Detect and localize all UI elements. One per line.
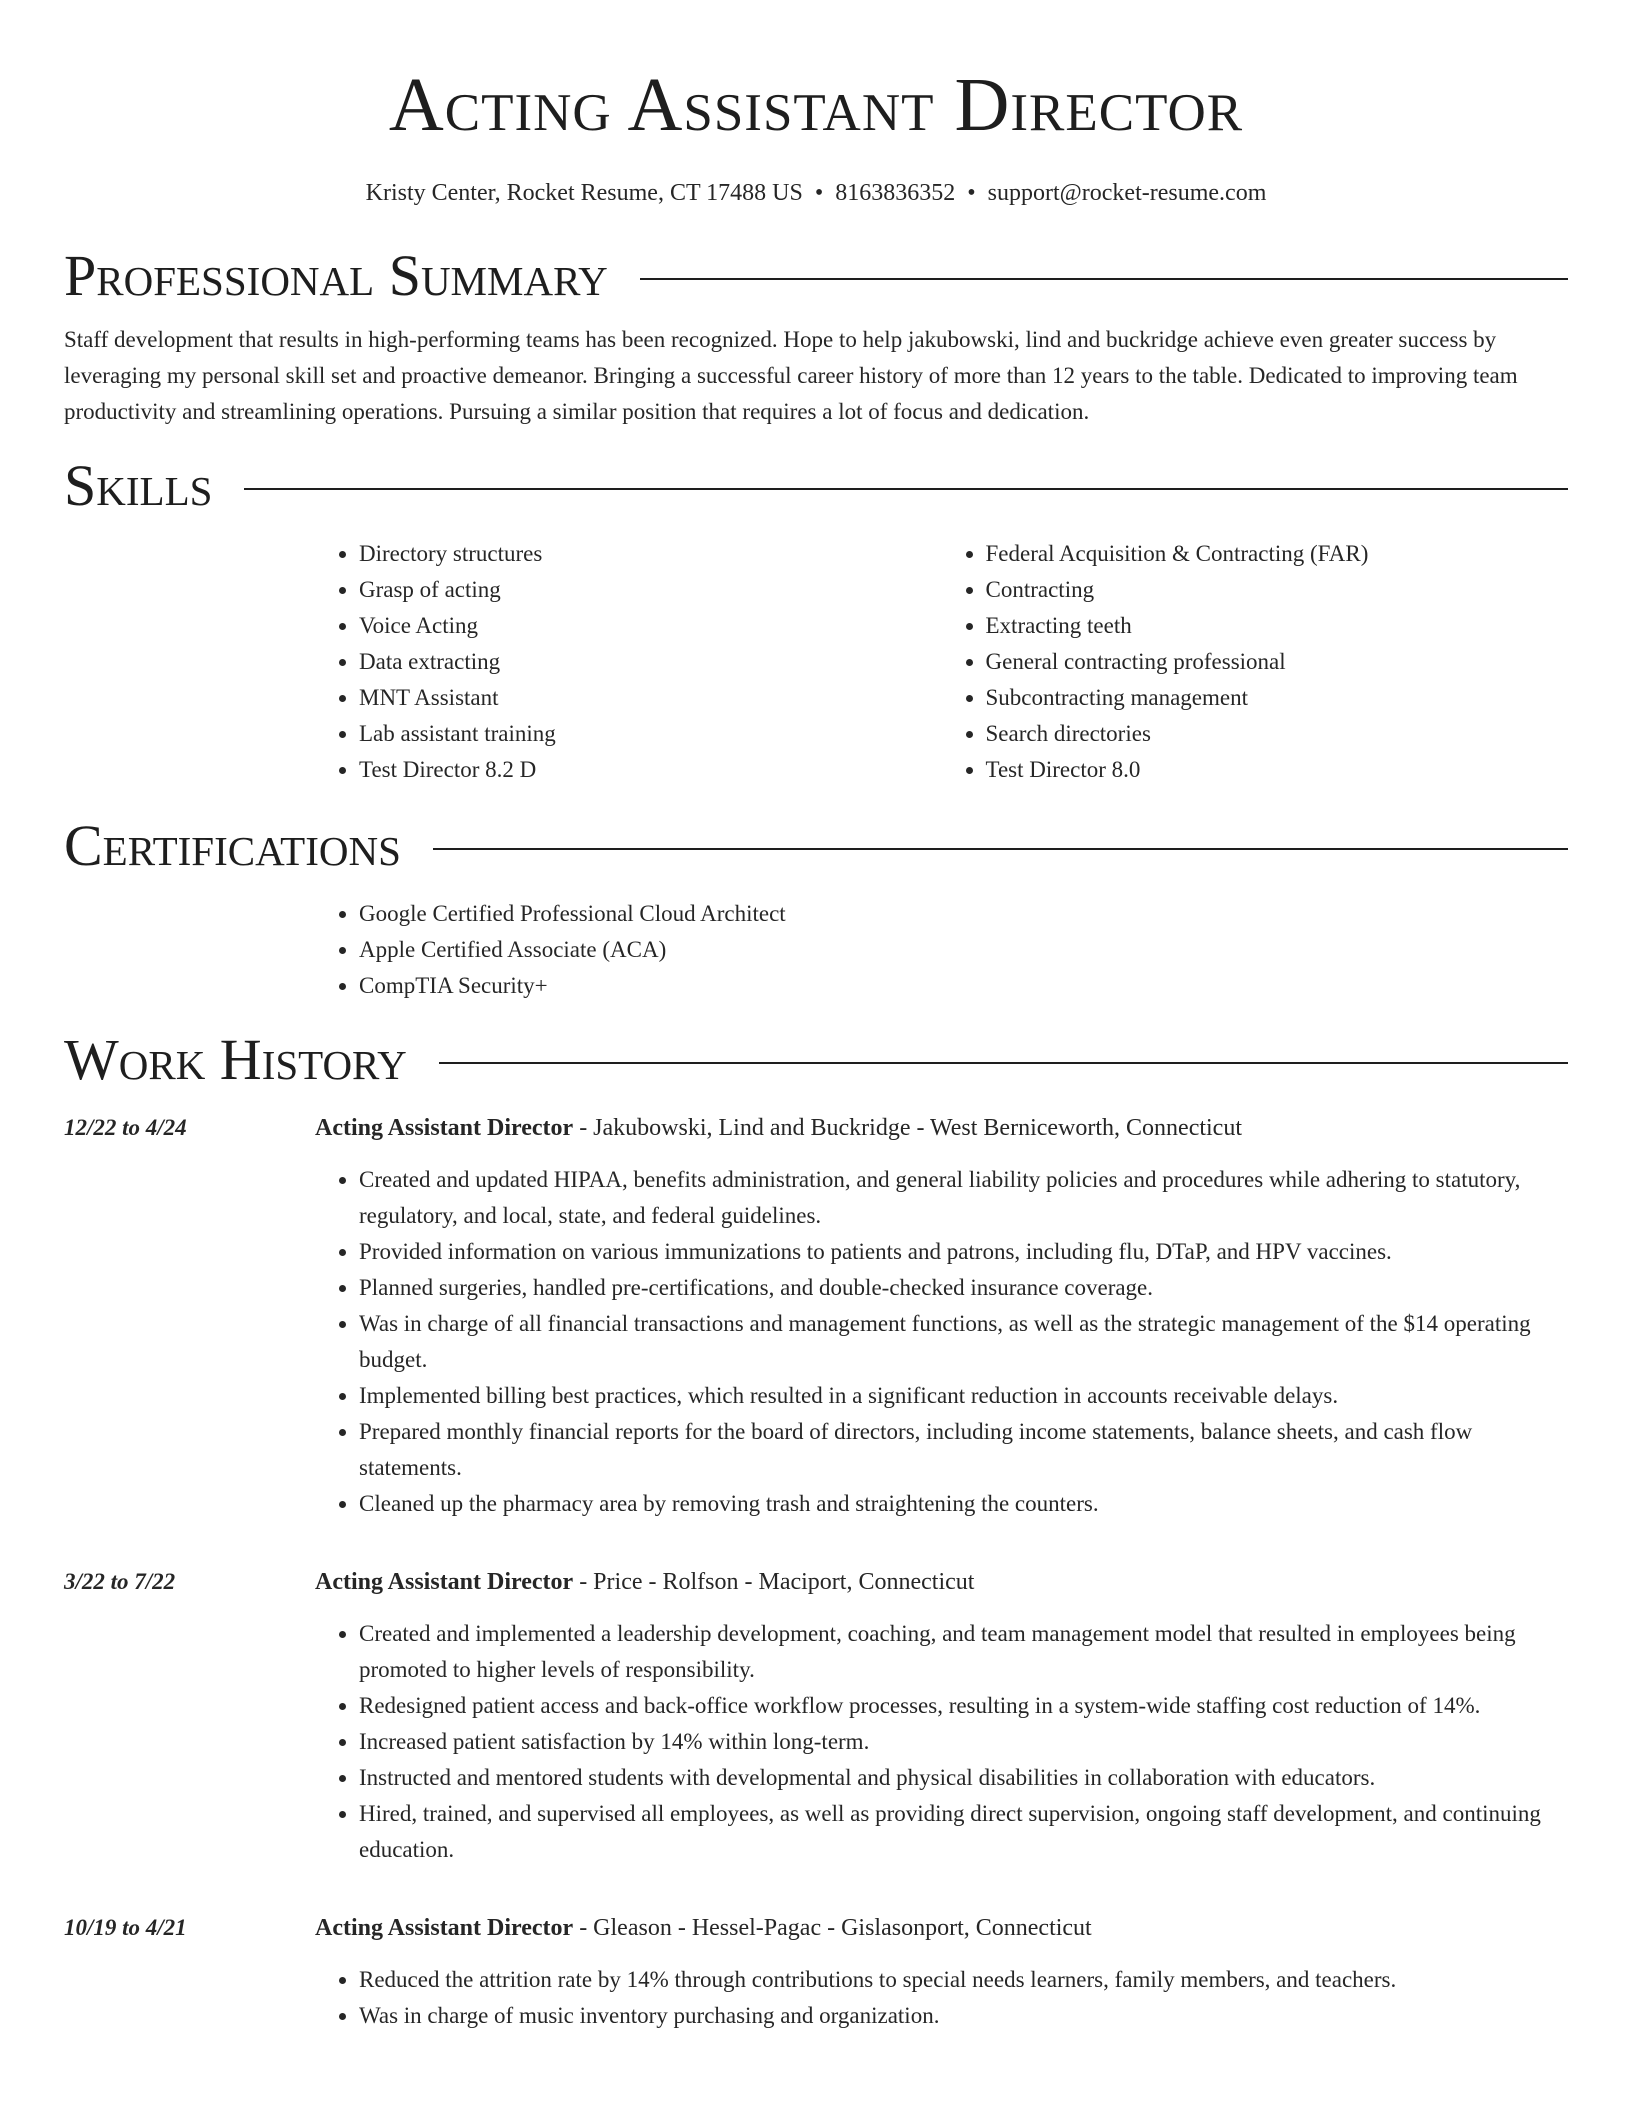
section-divider [640, 278, 1568, 280]
job-bullet: • Created and implemented a leadership development, coaching, and team management model that resulted in employees being promoted to higher levels of responsibility. [359, 1616, 1568, 1688]
job-bullet: • Reduced the attrition rate by 14% through contributions to special needs learners, family members, and teachers. [359, 1962, 1568, 1998]
job-bullet: • Redesigned patient access and back-office workflow processes, resulting in a system-wide staffing cost reduction of 14%. [359, 1688, 1568, 1724]
skills-heading: Skills [64, 453, 213, 518]
job-title: Acting Assistant Director [315, 1115, 574, 1141]
job-bullet: • Implemented billing best practices, which resulted in a significant reduction in accounts receivable delays. [359, 1378, 1568, 1414]
job-entry [64, 1910, 1568, 2034]
job-dates: 12/22 to 4/24 [64, 1115, 187, 1140]
skill-item: • Subcontracting management [986, 680, 1569, 716]
skill-item: • General contracting professional [986, 644, 1569, 680]
job-dates: 3/22 to 7/22 [64, 1569, 176, 1594]
job-bullet: • Hired, trained, and supervised all employees, as well as providing direct supervision, ongoing staff development, and continuing education. [359, 1796, 1568, 1868]
skills-section-header [64, 454, 1568, 518]
job-bullets [315, 1616, 1568, 1868]
certifications-section-header [64, 814, 1568, 878]
job-entry [64, 1564, 1568, 1868]
certification-item: • Apple Certified Associate (ACA) [359, 932, 1568, 968]
job-title-line [315, 1564, 974, 1600]
skill-item: • Extracting teeth [986, 608, 1569, 644]
job-dates: 10/19 to 4/21 [64, 1915, 187, 1940]
certifications-items [315, 896, 1568, 1004]
certifications-list [315, 896, 1568, 1004]
summary-heading: Professional Summary [64, 243, 608, 308]
skills-column-right [942, 536, 1569, 788]
job-bullet: • Planned surgeries, handled pre-certifications, and double-checked insurance coverage. [359, 1270, 1568, 1306]
skill-item: • Lab assistant training [359, 716, 942, 752]
resume-name: Acting Assistant Director [388, 63, 1244, 147]
skill-item: • Federal Acquisition & Contracting (FAR) [986, 536, 1569, 572]
job-header [64, 1910, 1568, 1946]
certification-item: • CompTIA Security+ [359, 968, 1568, 1004]
job-title-line [315, 1110, 1242, 1146]
job-bullet: • Instructed and mentored students with developmental and physical disabilities in collaboration with educators. [359, 1760, 1568, 1796]
work-history-list [64, 1110, 1568, 2034]
work-heading: Work History [64, 1027, 407, 1092]
skill-item: • Contracting [986, 572, 1569, 608]
job-title: Acting Assistant Director [315, 1569, 574, 1595]
job-bullet: • Provided information on various immunizations to patients and patrons, including flu, DTaP, and HPV vaccines. [359, 1234, 1568, 1270]
job-header [64, 1564, 1568, 1600]
job-bullets [315, 1162, 1568, 1522]
job-bullet: • Prepared monthly financial reports for the board of directors, including income statements, balance sheets, and cash flow statements. [359, 1414, 1568, 1486]
skill-item: • MNT Assistant [359, 680, 942, 716]
skill-item: • Data extracting [359, 644, 942, 680]
job-company: - Gleason - Hessel-Pagac - Gislasonport, Connecticut [573, 1915, 1092, 1941]
job-bullet: • Was in charge of all financial transactions and management functions, as well as the strategic management of the $14 operating budget. [359, 1306, 1568, 1378]
contact-email: support@rocket-resume.com [987, 180, 1267, 206]
skills-list [315, 536, 1568, 788]
job-bullets [315, 1962, 1568, 2034]
job-header [64, 1110, 1568, 1146]
work-section-header [64, 1028, 1568, 1092]
job-bullet: • Created and updated HIPAA, benefits administration, and general liability policies and procedures while adhering to statutory, regulatory, and local, state, and federal guidelines. [359, 1162, 1568, 1234]
skills-column-left [315, 536, 942, 788]
resume-page [64, 0, 1568, 2034]
skill-item: • Test Director 8.0 [986, 752, 1569, 788]
job-bullet: • Cleaned up the pharmacy area by removing trash and straightening the counters. [359, 1486, 1568, 1522]
certifications-heading: Certifications [64, 813, 401, 878]
job-title: Acting Assistant Director [315, 1915, 574, 1941]
job-entry [64, 1110, 1568, 1522]
certification-item: • Google Certified Professional Cloud Architect [359, 896, 1568, 932]
skill-item: • Voice Acting [359, 608, 942, 644]
contact-line [64, 178, 1568, 208]
section-divider [439, 1062, 1568, 1064]
job-title-line [315, 1910, 1092, 1946]
skill-item: • Test Director 8.2 D [359, 752, 942, 788]
skill-item: • Directory structures [359, 536, 942, 572]
section-divider [244, 488, 1568, 490]
section-divider [433, 848, 1568, 850]
skill-item: • Grasp of acting [359, 572, 942, 608]
contact-separator: • [814, 180, 824, 206]
contact-phone: 8163836352 [835, 180, 956, 206]
skill-item: • Search directories [986, 716, 1569, 752]
summary-text: Staff development that results in high-performing teams has been recognized. Hope to help jakubowski, lind and buckridge achieve even greater success by leveraging my personal skill set and proactive demeanor. Bringing a successful career history of more than 12 years to the table. Dedicated to improving team productivity and streamlining operations. Pursuing a similar position that requires a lot of focus and dedication. [64, 327, 1518, 424]
job-bullet: • Increased patient satisfaction by 14% within long-term. [359, 1724, 1568, 1760]
contact-address: Kristy Center, Rocket Resume, CT 17488 US [365, 180, 803, 206]
summary-section-header [64, 244, 1568, 308]
job-company: - Price - Rolfson - Maciport, Connecticut [573, 1569, 975, 1595]
job-company: - Jakubowski, Lind and Buckridge - West Berniceworth, Connecticut [573, 1115, 1242, 1141]
job-bullet: • Was in charge of music inventory purchasing and organization. [359, 1998, 1568, 2034]
contact-separator: • [967, 180, 976, 206]
